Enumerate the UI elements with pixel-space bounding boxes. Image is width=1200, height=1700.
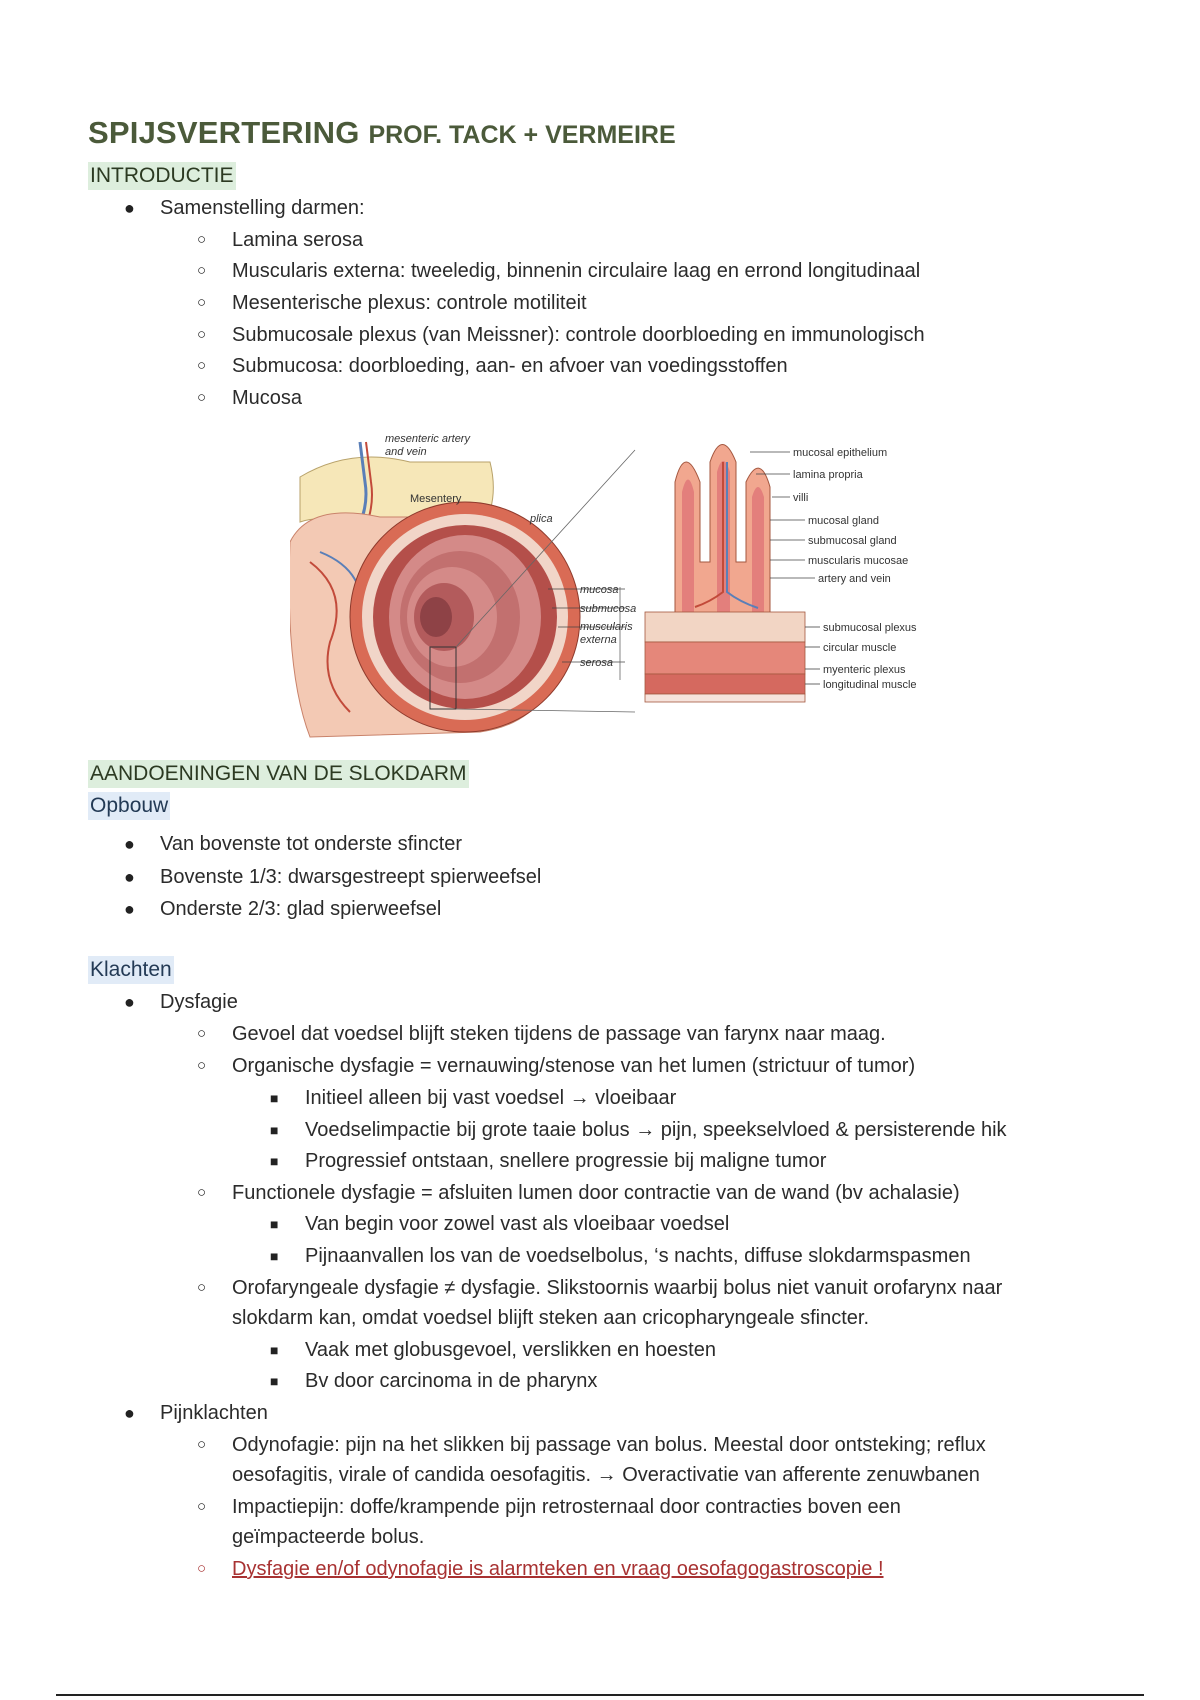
figure-label: longitudinal muscle [823, 679, 917, 691]
list-item [197, 1493, 901, 1521]
longitudinal-muscle-layer [645, 674, 805, 694]
list-item-text: Impactiepijn: doffe/krampende pijn retrosternaal door contracties boven een [232, 1496, 901, 1518]
circle-bullet-icon: ○ [197, 1560, 207, 1577]
intestine-wall-diagram [290, 422, 970, 742]
figure-label: mesenteric artery [385, 433, 470, 445]
figure-label: plica [530, 513, 553, 525]
bullet-icon: ● [124, 867, 135, 887]
list-item [124, 194, 365, 222]
circle-bullet-icon: ○ [197, 1184, 207, 1201]
list-item-text: Lamina serosa [232, 229, 364, 251]
figure-label: Mesentery [410, 493, 462, 505]
heading-introductie: INTRODUCTIE [88, 162, 236, 190]
list-item-text: Voedselimpactie bij grote taaie bolus → pijn, speekselvloed & persisterende hik [305, 1119, 1007, 1141]
list-item-text: slokdarm kan, omdat voedsel blijft steken aan cricopharyngeale sfincter. [232, 1307, 870, 1329]
list-item-text: Orofaryngeale dysfagie ≠ dysfagie. Slikstoornis waarbij bolus niet vanuit orofarynx naar [232, 1277, 1003, 1299]
circle-bullet-icon: ○ [197, 1279, 207, 1296]
list-item-text: Dysfagie [160, 991, 238, 1013]
heading-opbouw: Opbouw [88, 792, 170, 820]
title-sub: PROF. TACK + VERMEIRE [368, 121, 676, 149]
figure-label: submucosal plexus [823, 622, 917, 634]
list-item [124, 1399, 268, 1427]
list-item-continuation [232, 1461, 980, 1489]
list-item [270, 1210, 730, 1238]
circle-bullet-icon: ○ [197, 1436, 207, 1453]
circular-muscle-layer [645, 642, 805, 674]
heading-slokdarm: AANDOENINGEN VAN DE SLOKDARM [88, 760, 469, 788]
figure-label: externa [580, 634, 617, 646]
square-bullet-icon: ■ [270, 1248, 279, 1264]
list-item-text: Organische dysfagie = vernauwing/stenose van het lumen (strictuur of tumor) [232, 1055, 916, 1077]
list-item [197, 226, 364, 254]
alarm-text: Dysfagie en/of odynofagie is alarmteken en vraag oesofagogastroscopie ! [232, 1558, 884, 1580]
list-item-text: Pijnaanvallen los van de voedselbolus, ‘s nachts, diffuse slokdarmspasmen [305, 1245, 971, 1267]
bullet-icon: ● [124, 198, 135, 218]
square-bullet-icon: ■ [270, 1342, 279, 1358]
list-item [124, 863, 542, 891]
figure-label: artery and vein [818, 573, 891, 585]
figure-label: circular muscle [823, 642, 897, 654]
circle-bullet-icon: ○ [197, 262, 207, 279]
list-item [270, 1116, 1007, 1144]
figure-label: muscularis [580, 621, 633, 633]
list-item [124, 830, 463, 858]
figure-label: myenteric plexus [823, 664, 906, 676]
list-item [270, 1242, 971, 1270]
list-item-text: Onderste 2/3: glad spierweefsel [160, 898, 442, 920]
circle-bullet-icon: ○ [197, 389, 207, 406]
list-item-text: Bovenste 1/3: dwarsgestreept spierweefsel [160, 866, 542, 888]
figure-label: and vein [385, 446, 427, 458]
circle-bullet-icon: ○ [197, 1057, 207, 1074]
list-item-text: Mesenterische plexus: controle motiliteit [232, 292, 587, 314]
figure-label: mucosa [580, 584, 619, 596]
circle-bullet-icon: ○ [197, 326, 207, 343]
square-bullet-icon: ■ [270, 1153, 279, 1169]
list-item [197, 321, 925, 349]
list-item-text: Vaak met globusgevoel, verslikken en hoesten [305, 1339, 716, 1361]
list-item-text: Gevoel dat voedsel blijft steken tijdens de passage van farynx naar maag. [232, 1023, 886, 1045]
list-item-text: Submucosale plexus (van Meissner): controle doorbloeding en immunologisch [232, 324, 925, 346]
circle-bullet-icon: ○ [197, 357, 207, 374]
list-item [124, 988, 238, 1016]
figure-label: mucosal epithelium [793, 447, 888, 459]
list-item-text: Pijnklachten [160, 1402, 268, 1424]
list-item [197, 257, 921, 285]
list-item [197, 1179, 960, 1207]
list-item-text: oesofagitis, virale of candida oesofagitis. → Overactivatie van afferente zenuwbanen [232, 1464, 980, 1486]
figure-label: lamina propria [793, 469, 863, 481]
square-bullet-icon: ■ [270, 1373, 279, 1389]
circle-bullet-icon: ○ [197, 1025, 207, 1042]
list-item [197, 289, 587, 317]
title-main: SPIJSVERTERING [88, 115, 360, 150]
list-item-text: Odynofagie: pijn na het slikken bij passage van bolus. Meestal door ontsteking; reflux [232, 1434, 986, 1456]
list-item-text: Samenstelling darmen: [160, 197, 365, 219]
figure-label: serosa [580, 657, 614, 669]
figure-label: submucosal gland [808, 535, 897, 547]
list-item [270, 1336, 716, 1364]
list-item [270, 1084, 677, 1112]
list-item-text: Bv door carcinoma in de pharynx [305, 1370, 598, 1392]
lumen-center [420, 597, 452, 637]
figure-label: submucosa [580, 603, 637, 615]
page-title [88, 114, 676, 151]
bullet-icon: ● [124, 834, 135, 854]
circle-bullet-icon: ○ [197, 294, 207, 311]
list-item [270, 1367, 598, 1395]
list-item-text: Van bovenste tot onderste sfincter [160, 833, 463, 855]
bullet-icon: ● [124, 992, 135, 1012]
list-item-text: Mucosa [232, 387, 303, 409]
list-item-text: Van begin voor zowel vast als vloeibaar voedsel [305, 1213, 730, 1235]
square-bullet-icon: ■ [270, 1122, 279, 1138]
list-item [197, 352, 788, 380]
figure-label: mucosal gland [808, 515, 879, 527]
list-item-text: Progressief ontstaan, snellere progressie bij maligne tumor [305, 1150, 827, 1172]
list-item-continuation [232, 1523, 424, 1551]
figure-label: villi [793, 492, 809, 504]
list-item [197, 1052, 916, 1080]
list-item [124, 895, 442, 923]
square-bullet-icon: ■ [270, 1090, 279, 1106]
serosa-layer [645, 694, 805, 702]
square-bullet-icon: ■ [270, 1216, 279, 1232]
list-item [197, 384, 303, 412]
list-item [270, 1147, 827, 1175]
list-item-text: Muscularis externa: tweeledig, binnenin circulaire laag en errond longitudinaal [232, 260, 921, 282]
list-item [197, 1431, 986, 1459]
circle-bullet-icon: ○ [197, 1498, 207, 1515]
heading-klachten: Klachten [88, 956, 174, 984]
list-item [197, 1020, 886, 1048]
list-item [197, 1555, 884, 1583]
figure-label: muscularis mucosae [808, 555, 909, 567]
circle-bullet-icon: ○ [197, 231, 207, 248]
bullet-icon: ● [124, 899, 135, 919]
submucosa-layer [645, 612, 805, 642]
list-item-continuation [232, 1304, 869, 1332]
list-item-text: Functionele dysfagie = afsluiten lumen door contractie van de wand (bv achalasie) [232, 1182, 960, 1204]
list-item-text: Initieel alleen bij vast voedsel → vloeibaar [305, 1087, 677, 1109]
bottom-divider [56, 1694, 1144, 1696]
list-item-text: Submucosa: doorbloeding, aan- en afvoer van voedingsstoffen [232, 355, 788, 377]
list-item [197, 1274, 1003, 1302]
list-item-text: geïmpacteerde bolus. [232, 1526, 425, 1548]
bullet-icon: ● [124, 1403, 135, 1423]
